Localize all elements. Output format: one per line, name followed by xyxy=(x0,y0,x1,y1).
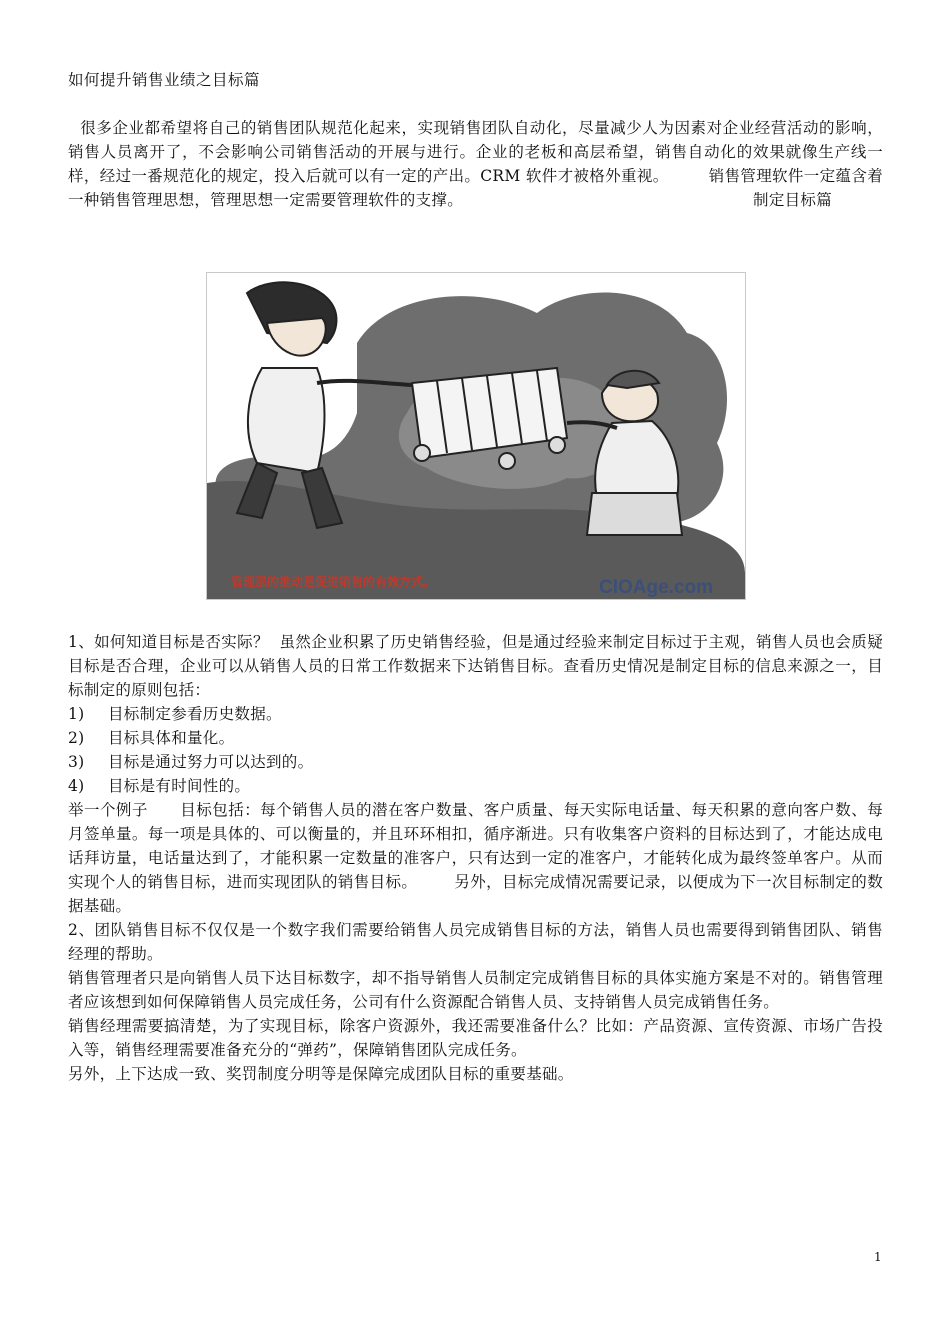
example-paragraph xyxy=(68,798,883,918)
principle-item: 4) 目标是有时间性的。 xyxy=(68,777,251,795)
cartoon-illustration xyxy=(206,272,746,600)
principle-item: 3) 目标是通过努力可以达到的。 xyxy=(68,753,314,771)
section1-text: 虽然企业积累了历史销售经验，但是通过经验来制定目标过于主观，销售人员也会质疑目标是否合理，企业可以从销售人员的日常工作数据来下达销售目标。查看历史情况是制定目标的信息来源之一，目标制定的原则包括： xyxy=(68,633,883,699)
body-content xyxy=(68,630,883,1086)
section2-paragraph-2: 销售管理者只是向销售人员下达目标数字，却不指导销售人员制定完成销售目标的具体实施方案是不对的。销售管理者应该想到如何保障销售人员完成任务，公司有什么资源配合销售人员、支持销售人员完成销售任务。 xyxy=(68,969,883,1011)
section-label: 制定目标篇 xyxy=(753,191,833,209)
section2-paragraph: 2、团队销售目标不仅仅是一个数字我们需要给销售人员完成销售目标的方法，销售人员也需要得到销售团队、销售经理的帮助。 xyxy=(68,921,883,963)
example-text: 目标包括：每个销售人员的潜在客户数量、客户质量、每天实际电话量、每天积累的意向客户数、每月签单量。每一项是具体的、可以衡量的，并且环环相扣，循序渐进。只有收集客户资料的目标达到了，才能达成电话拜访量，电话量达到了，才能积累一定数量的准客户，只有达到一定的准客户，才能转化成为最终签单客户。从而实现个人的销售目标，进而实现团队的销售目标。 xyxy=(68,801,883,891)
figure-caption: 管理层的推动是促进销售的有效方式。 xyxy=(231,575,436,589)
section1-paragraph xyxy=(68,630,883,702)
intro-text: 很多企业都希望将自己的销售团队规范化起来，实现销售团队自动化，尽量减少人为因素对企业经营活动的影响，销售人员离开了，不会影响公司销售活动的开展与进行。企业的老板和高层希望，销售自动化的效果就像生产线一样，经过一番规范化的规定，投入后就可以有一定的产出。CRM 软件才被格外重视。 xyxy=(68,119,883,185)
document-title: 如何提升销售业绩之目标篇 xyxy=(68,71,261,89)
page-number: 1 xyxy=(874,1250,882,1264)
intro-text-2: 销售管理软件一定蕴含着一种销售管理思想，管理思想一定需要管理软件的支撑。 xyxy=(68,167,884,209)
section2-paragraph-4: 另外，上下达成一致、奖罚制度分明等是保障完成团队目标的重要基础。 xyxy=(68,1065,574,1083)
section2-paragraph-3: 销售经理需要搞清楚，为了实现目标，除客户资源外，我还需要准备什么？比如：产品资源、宣传资源、市场广告投入等，销售经理需要准备充分的“弹药”，保障销售团队完成任务。 xyxy=(68,1017,883,1059)
cartoon-drawing xyxy=(207,273,745,599)
example-label: 举一个例子 xyxy=(68,801,148,819)
principle-item: 1) 目标制定参看历史数据。 xyxy=(68,705,282,723)
intro-paragraph xyxy=(68,116,883,212)
section1-heading: 1、如何知道目标是否实际？ xyxy=(68,633,269,651)
principle-item: 2) 目标具体和量化。 xyxy=(68,729,235,747)
example-text-2: 另外，目标完成情况需要记录，以便成为下一次目标制定的数据基础。 xyxy=(68,873,883,915)
figure-watermark: CIOAge.com xyxy=(599,577,714,598)
